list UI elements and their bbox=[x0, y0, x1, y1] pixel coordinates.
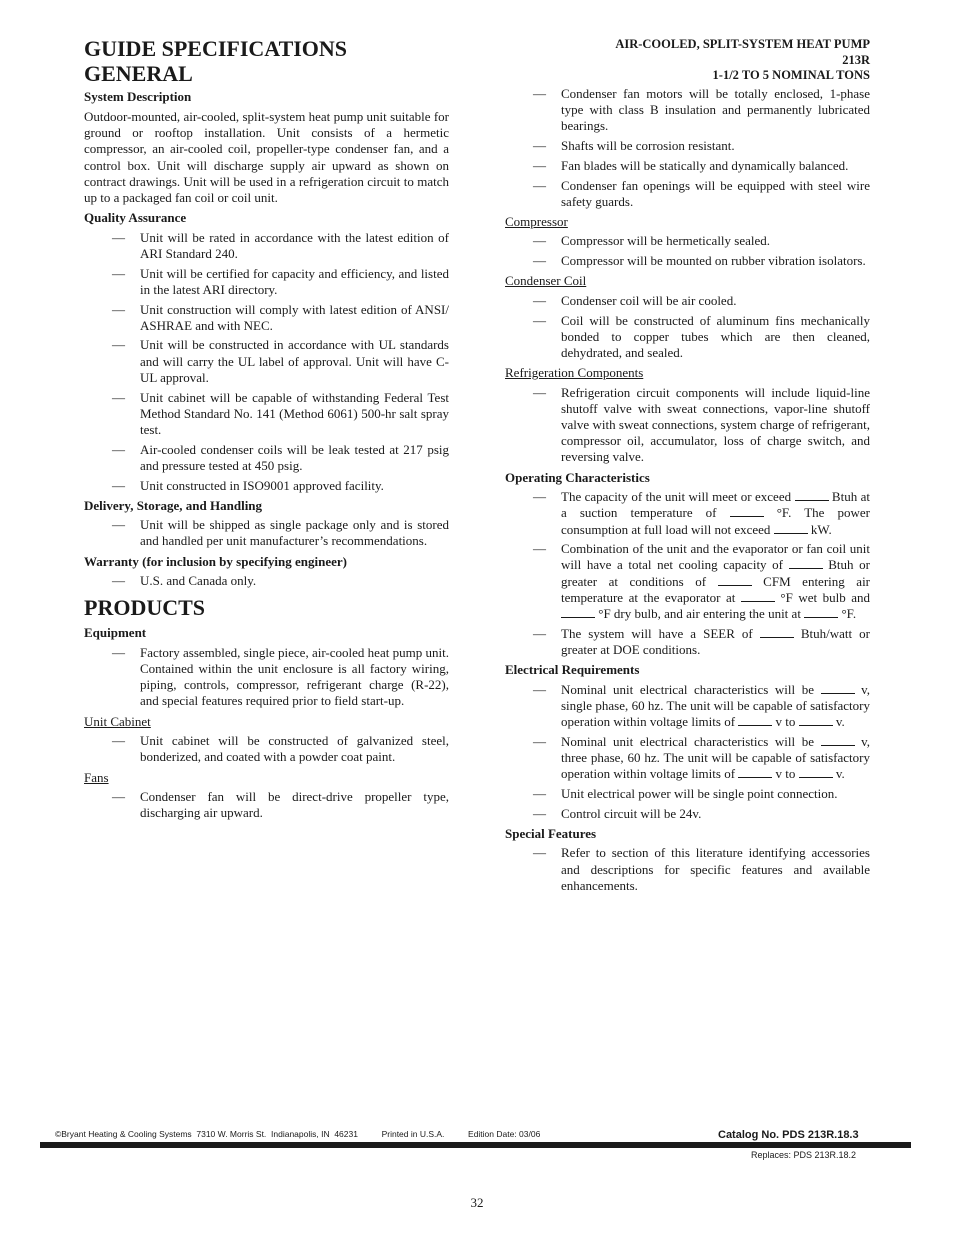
blank-field bbox=[561, 608, 595, 618]
product-name: AIR-COOLED, SPLIT-SYSTEM HEAT PUMP bbox=[615, 37, 870, 51]
blank-field bbox=[795, 491, 829, 501]
list-item: — U.S. and Canada only. bbox=[112, 573, 257, 589]
page-title bbox=[84, 36, 449, 86]
list-item: — Unit cabinet will be constructed of galvanized steel, bonderized, and coated with a powder coat paint. bbox=[112, 733, 449, 765]
blank-field bbox=[774, 524, 808, 534]
blank-field bbox=[738, 768, 772, 778]
blank-field bbox=[799, 716, 833, 726]
electrical-requirements-heading: Electrical Requirements bbox=[505, 662, 640, 678]
products-title: PRODUCTS bbox=[84, 595, 206, 621]
equipment-heading: Equipment bbox=[84, 625, 147, 641]
list-item: — Compressor will be mounted on rubber vibration isolators. bbox=[533, 253, 866, 269]
list-item: — Unit will be rated in accordance with the latest edition of ARI Standard 240. bbox=[112, 229, 449, 261]
list-item: — Fan blades will be statically and dynamically balanced. bbox=[533, 157, 849, 173]
title-line-2: GENERAL bbox=[84, 61, 193, 86]
list-item: — Refrigeration circuit components will include liquid-line shutoff valve with sweat connections, vapor-line shutoff valve with sweat connections, system charge of refrigerant, compressor oil, accumulator, loss of charge switch, and reversing valve. bbox=[533, 384, 870, 465]
page-number: 32 bbox=[470, 1195, 484, 1210]
list-item: — Unit will be certified for capacity and efficiency, and listed in the latest ARI directory. bbox=[112, 265, 449, 297]
quality-assurance-heading: Quality Assurance bbox=[84, 210, 187, 226]
list-item: — The capacity of the unit will meet or exceed Btuh at a suction temperature of °F. The power consumption at full load will not exceed kW. bbox=[533, 489, 870, 537]
product-tonnage: 1-1/2 TO 5 NOMINAL TONS bbox=[712, 68, 870, 82]
system-description-text: Outdoor-mounted, air-cooled, split-system heat pump unit suitable for ground or rooftop installation. Unit consists of a hermetic compressor, an air-cooled coil, propeller-type condenser fan, and a control box. Unit will discharge supply air upward as shown on contract drawings. Unit will be used in a refrigeration circuit to match up to a packaged fan coil or coil unit. bbox=[84, 109, 449, 206]
blank-field bbox=[789, 559, 823, 569]
condenser-coil-heading: Condenser Coil bbox=[505, 273, 587, 289]
list-item: — Nominal unit electrical characteristics will be v, single phase, 60 hz. The unit will be capable of satisfactory operation within voltage limits of v to v. bbox=[533, 681, 871, 730]
list-item: — Unit constructed in ISO9001 approved facility. bbox=[112, 477, 384, 493]
blank-field bbox=[799, 768, 833, 778]
list-item: — Unit will be constructed in accordance with UL standards and will carry the UL label of approval. Unit will have C-UL approval. bbox=[112, 337, 449, 385]
blank-field bbox=[718, 576, 752, 586]
unit-cabinet-heading: Unit Cabinet bbox=[84, 713, 151, 729]
operating-characteristics-heading: Operating Characteristics bbox=[505, 469, 650, 485]
blank-field bbox=[821, 736, 855, 746]
list-item: — Unit electrical power will be single point connection. bbox=[533, 785, 838, 801]
list-item: — Condenser fan openings will be equipped with steel wire safety guards. bbox=[533, 177, 870, 209]
left-column bbox=[84, 89, 449, 822]
list-item: — Compressor will be hermetically sealed. bbox=[533, 233, 771, 249]
special-features-heading: Special Features bbox=[505, 825, 597, 841]
list-item: — Control circuit will be 24v. bbox=[533, 805, 702, 821]
list-item: — Factory assembled, single piece, air-cooled heat pump unit. Contained within the unit enclosure is all factory wiring, piping, controls, compressor, refrigerant charge (R-22), and special features required prior to field start-up. bbox=[112, 644, 449, 709]
delivery-heading: Delivery, Storage, and Handling bbox=[84, 497, 263, 513]
compressor-heading: Compressor bbox=[505, 213, 568, 229]
list-item: — Refer to section of this literature identifying accessories and descriptions for specific features and available enhancements. bbox=[533, 845, 870, 893]
list-item: — Unit will be shipped as single package only and is stored and handled per unit manufacturer’s recommendations. bbox=[112, 517, 449, 549]
quality-assurance-list bbox=[84, 230, 449, 494]
list-item: — Unit construction will comply with latest edition of ANSI/ ASHRAE and with NEC. bbox=[112, 301, 449, 333]
replaces-catalog: Replaces: PDS 213R.18.2 bbox=[751, 1150, 857, 1160]
list-item: — Unit cabinet will be capable of withstanding Federal Test Method Standard No. 141 (Method 6061) 500-hr salt spray test. bbox=[112, 389, 449, 437]
title-line-1: GUIDE SPECIFICATIONS bbox=[84, 36, 348, 61]
blank-field bbox=[821, 684, 855, 694]
blank-field bbox=[741, 592, 775, 602]
list-item: — Nominal unit electrical characteristics will be v, three phase, 60 hz. The unit will be capable of satisfactory operation within voltage limits of v to v. bbox=[533, 733, 871, 782]
refrigeration-components-heading: Refrigeration Components bbox=[505, 365, 644, 381]
system-description-heading: System Description bbox=[84, 89, 192, 104]
list-item: — Combination of the unit and the evaporator or fan coil unit will have a total net cooling capacity of Btuh or greater at conditions of CFM entering air temperature at the evaporator at °F wet bulb and °F dry bulb, and air entering the unit at °F. bbox=[533, 541, 871, 622]
list-item: — Coil will be constructed of aluminum fins mechanically bonded to copper tubes which are then cleaned, dehydrated, and sealed. bbox=[533, 312, 870, 360]
product-header bbox=[505, 37, 870, 84]
fans-heading: Fans bbox=[84, 769, 109, 785]
list-item: — Shafts will be corrosion resistant. bbox=[533, 138, 735, 154]
list-item: — Condenser fan will be direct-drive propeller type, discharging air upward. bbox=[112, 789, 449, 821]
blank-field bbox=[730, 507, 764, 517]
footer-disclaimer: Manufacturer reserves the right to discontinue, or change at any time, specifications or designs without notice and without incurring obligations. bbox=[52, 1147, 558, 1156]
blank-field bbox=[738, 716, 772, 726]
list-item: — Condenser fan motors will be totally enclosed, 1-phase type with class B insulation and permanently lubricated bearings. bbox=[533, 86, 870, 134]
blank-field bbox=[804, 608, 838, 618]
blank-field bbox=[760, 628, 794, 638]
right-column bbox=[505, 86, 870, 894]
list-item: — Air-cooled condenser coils will be leak tested at 217 psig and pressure tested at 450 psig. bbox=[112, 441, 449, 473]
list-item: — The system will have a SEER of Btuh/watt or greater at DOE conditions. bbox=[533, 625, 870, 657]
catalog-number: Catalog No. PDS 213R.18.3 bbox=[718, 1129, 859, 1141]
list-item: — Condenser coil will be air cooled. bbox=[533, 292, 737, 308]
product-model: 213R bbox=[842, 52, 870, 67]
warranty-heading: Warranty (for inclusion by specifying engineer) bbox=[84, 553, 348, 569]
footer-company-info: ©Bryant Heating & Cooling Systems 7310 W. Morris St. Indianapolis, IN 46231 Printed in U.S.A. Edition Date: 03/06 bbox=[55, 1129, 541, 1139]
